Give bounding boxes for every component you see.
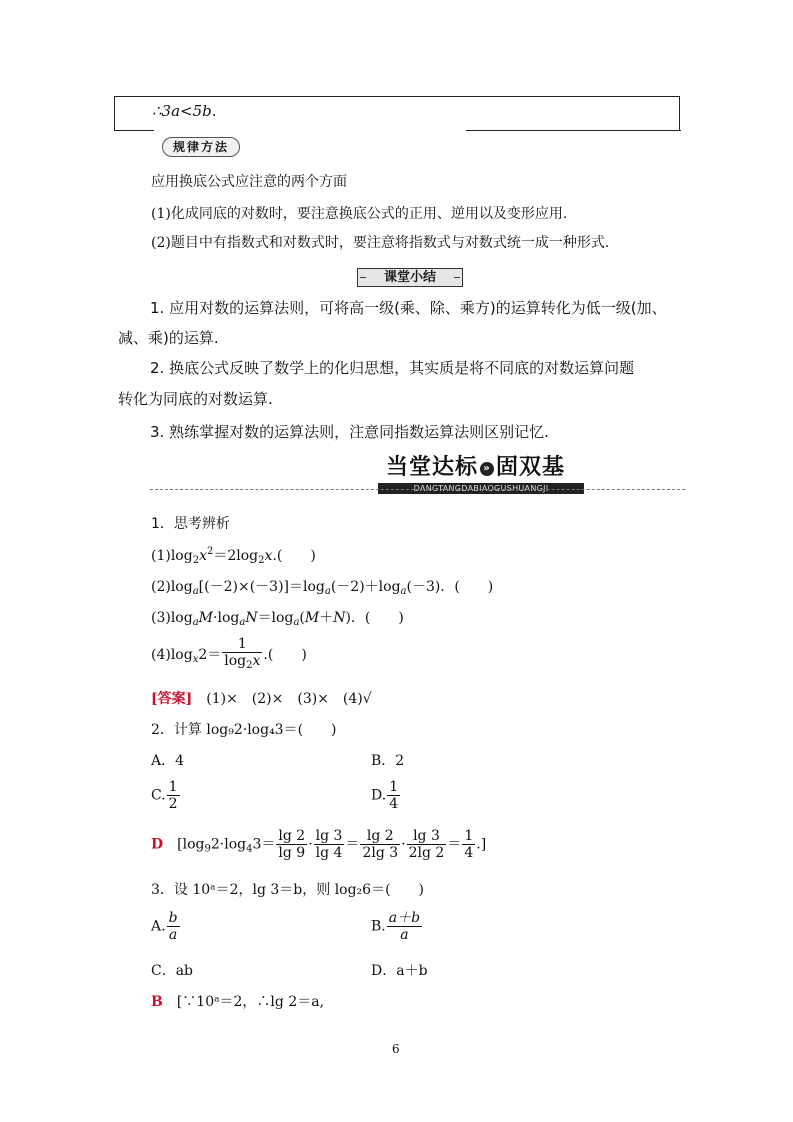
q2-solution: D [$\log_92\cdot\log_43=$ $\frac{\lg 2}{\lg 9}$ · $\frac{\lg 3}{\lg 4}$ ＝ $\frac{\lg 2}{2\lg 3}$ · $\frac{\lg 3}{2\lg 2}$ ＝ $\frac{1}{4}$ .] — [151, 828, 487, 861]
answer-box-divider-right — [466, 130, 681, 131]
q2-answer-letter: D — [151, 836, 164, 853]
q1-item-2: $(2)\log_a[(-2)\times(-3)]=\log_a(-2)+\log_a(-3)$．( ) — [151, 579, 494, 597]
q3-option-d: D．a＋b — [371, 963, 428, 979]
q2-d-denominator: 4 — [389, 796, 399, 812]
q2-option-a: A．4 — [151, 753, 185, 769]
banner-arrow-icon: » — [480, 462, 494, 476]
q2-option-c-prefix: C. — [151, 787, 166, 804]
q2-option-b: B．2 — [371, 753, 405, 769]
q2-c-denominator: 2 — [168, 796, 178, 812]
section-banner — [378, 452, 588, 494]
rule-point-1: (1)化成同底的对数时，要注意换底公式的正用、逆用以及变形应用. — [151, 206, 568, 222]
q3-option-c: C．ab — [151, 963, 194, 979]
q3-option-a-prefix: A. — [151, 918, 166, 935]
q3-answer-letter: B — [151, 994, 163, 1010]
q3-solution — [151, 991, 324, 1011]
q3-stem: 3．设 10ᵃ＝2，lg 3＝b，则 log₂6＝( ) — [151, 882, 424, 898]
q2-option-c — [151, 779, 181, 812]
q2-stem: 2．计算 log₉2·log₄3＝( ) — [151, 722, 337, 738]
q3-option-b-prefix: B. — [371, 918, 386, 935]
page-number: 6 — [392, 1042, 400, 1056]
summary-item-1-line-2: 减、乘)的运算. — [118, 329, 219, 347]
q2-option-d-prefix: D. — [371, 787, 387, 804]
q3-option-a: A. $\frac{b}{a}$ — [151, 910, 178, 943]
q1-title: 1．思考辨析 — [151, 516, 230, 532]
answer-label: [答案] — [151, 691, 193, 707]
summary-item-1-line-1: 1. 应用对数的运算法则，可将高一级(乘、除、乘方)的运算转化为低一级(加、 — [150, 299, 667, 317]
banner-title-right: 固双基 — [496, 455, 566, 480]
banner-title-left: 当堂达标 — [386, 455, 479, 480]
class-summary-badge: 课堂小结 — [357, 268, 463, 287]
q1-answer-text: (1)× (2)× (3)× (4)√ — [206, 691, 372, 707]
q1-answer — [151, 688, 372, 708]
q3-solution-text: [∵10ᵃ＝2，∴lg 2＝a, — [176, 994, 325, 1010]
q1-item-4: $(4)\log_x2=$ $\frac{1}{\log_2x}$ .( ) — [151, 636, 307, 671]
q1-item-3: $(3)\log_aM\cdot\log_aN=\log_a(M+N)$．( ) — [151, 610, 404, 628]
summary-item-3: 3. 熟练掌握对数的运算法则，注意同指数运算法则区别记忆. — [150, 423, 549, 441]
answer-box-text: ∴3a<5b. — [152, 102, 217, 120]
q3-option-b: B. $\frac{a+b}{a}$ — [371, 910, 421, 943]
banner-pinyin: DANGTANGDABIAOGUSHUANGJI — [378, 483, 584, 494]
summary-item-2-line-1: 2. 换底公式反映了数学上的化归思想，其实质是将不同底的对数运算问题 — [150, 359, 635, 377]
rule-method-badge: 规律方法 — [162, 137, 240, 157]
q2-d-numerator: 1 — [389, 779, 399, 795]
rule-heading: 应用换底公式应注意的两个方面 — [151, 174, 347, 190]
section-divider — [150, 489, 685, 490]
rule-point-2: (2)题目中有指数式和对数式时，要注意将指数式与对数式统一成一种形式. — [151, 235, 610, 251]
q1-item-1: $(1)\log_2x^2=2\log_2x$.( ) — [151, 546, 316, 566]
q2-c-numerator: 1 — [168, 779, 178, 795]
summary-item-2-line-2: 转化为同底的对数运算. — [118, 390, 273, 408]
answer-box-divider-left — [114, 130, 154, 131]
q2-option-d — [371, 779, 401, 812]
banner-title — [386, 452, 565, 484]
